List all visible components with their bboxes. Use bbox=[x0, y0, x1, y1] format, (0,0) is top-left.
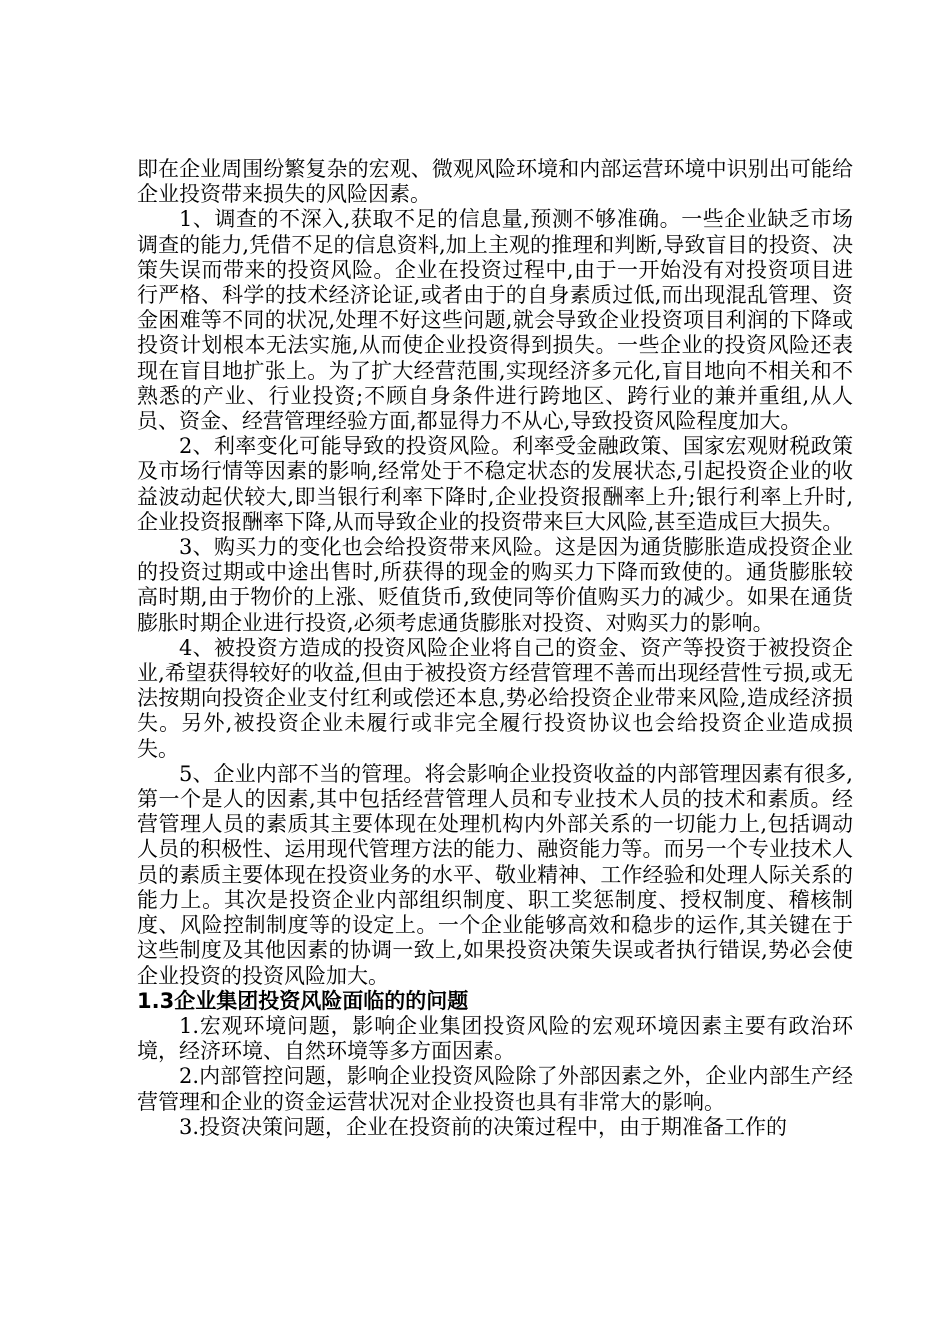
section-heading: 1.3企业集团投资风险面临的的问题 bbox=[137, 988, 469, 1013]
paragraph-continuation: 即在企业周围纷繁复杂的宏观、微观风险环境和内部运营环境中识别出可能给企业投资带来损失的风险因素。 bbox=[137, 157, 853, 207]
paragraph-problem-2: 2.内部管控问题，影响企业投资风险除了外部因素之外，企业内部生产经营管理和企业的资金运营状况对企业投资也具有非常大的影响。 bbox=[137, 1064, 853, 1114]
paragraph-item-5: 5、企业内部不当的管理。将会影响企业投资收益的内部管理因素有很多,第一个是人的因素,其中包括经营管理人员和专业技术人员的技术和素质。经营管理人员的素质其主要体现在处理机构内外部关系的一切能力上,包括调动人员的积极性、运用现代管理方法的能力、融资能力等。而另一个专业技术人员的素质主要体现在投资业务的水平、敬业精神、工作经验和处理人际关系的能力上。其次是投资企业内部组织制度、职工奖惩制度、授权制度、稽核制度、风险控制制度等的设定上。一个企业能够高效和稳步的运作,其关键在于这些制度及其他因素的协调一致上,如果投资决策失误或者执行错误,势必会使企业投资的投资风险加大。 bbox=[137, 761, 853, 988]
paragraph-problem-3: 3.投资决策问题，企业在投资前的决策过程中，由于期准备工作的 bbox=[179, 1114, 788, 1139]
paragraph-item-2: 2、利率变化可能导致的投资风险。利率受金融政策、国家宏观财税政策及市场行情等因素的影响,经常处于不稳定状态的发展状态,引起投资企业的收益波动起伏较大,即当银行利率下降时,企业投资报酬率上升;银行利率上升时,企业投资报酬率下降,从而导致企业的投资带来巨大风险,甚至造成巨大损失。 bbox=[137, 434, 853, 534]
paragraph-item-3: 3、购买力的变化也会给投资带来风险。这是因为通货膨胀造成投资企业的投资过期或中途出售时,所获得的现金的购买力下降而致使的。通货膨胀较高时期,由于物价的上涨、贬值货币,致使同等价值购买力的减少。如果在通货膨胀时期企业进行投资,必须考虑通货膨胀对投资、对购买力的影响。 bbox=[137, 535, 853, 635]
paragraph-item-1: 1、调查的不深入,获取不足的信息量,预测不够准确。一些企业缺乏市场调查的能力,凭借不足的信息资料,加上主观的推理和判断,导致盲目的投资、决策失误而带来的投资风险。企业在投资过程中,由于一开始没有对投资项目进行严格、科学的技术经济论证,或者由于的自身素质过低,而出现混乱管理、资金困难等不同的状况,处理不好这些问题,就会导致企业投资项目利润的下降或投资计划根本无法实施,从而使企业投资得到损失。一些企业的投资风险还表现在盲目地扩张上。为了扩大经营范围,实现经济多元化,盲目地向不相关和不熟悉的产业、行业投资;不顾自身条件进行跨地区、跨行业的兼并重组,从人员、资金、经营管理经验方面,都显得力不从心,导致投资风险程度加大。 bbox=[137, 207, 853, 434]
paragraph-item-4: 4、被投资方造成的投资风险企业将自己的资金、资产等投资于被投资企业,希望获得较好的收益,但由于被投资方经营管理不善而出现经营性亏损,或无法按期向投资企业支付红利或偿还本息,势必给投资企业带来风险,造成经济损失。另外,被投资企业未履行或非完全履行投资协议也会给投资企业造成损失。 bbox=[137, 635, 853, 761]
paragraph-problem-1: 1.宏观环境问题，影响企业集团投资风险的宏观环境因素主要有政治环境，经济环境、自然环境等多方面因素。 bbox=[137, 1013, 853, 1064]
document-page bbox=[137, 157, 853, 1140]
